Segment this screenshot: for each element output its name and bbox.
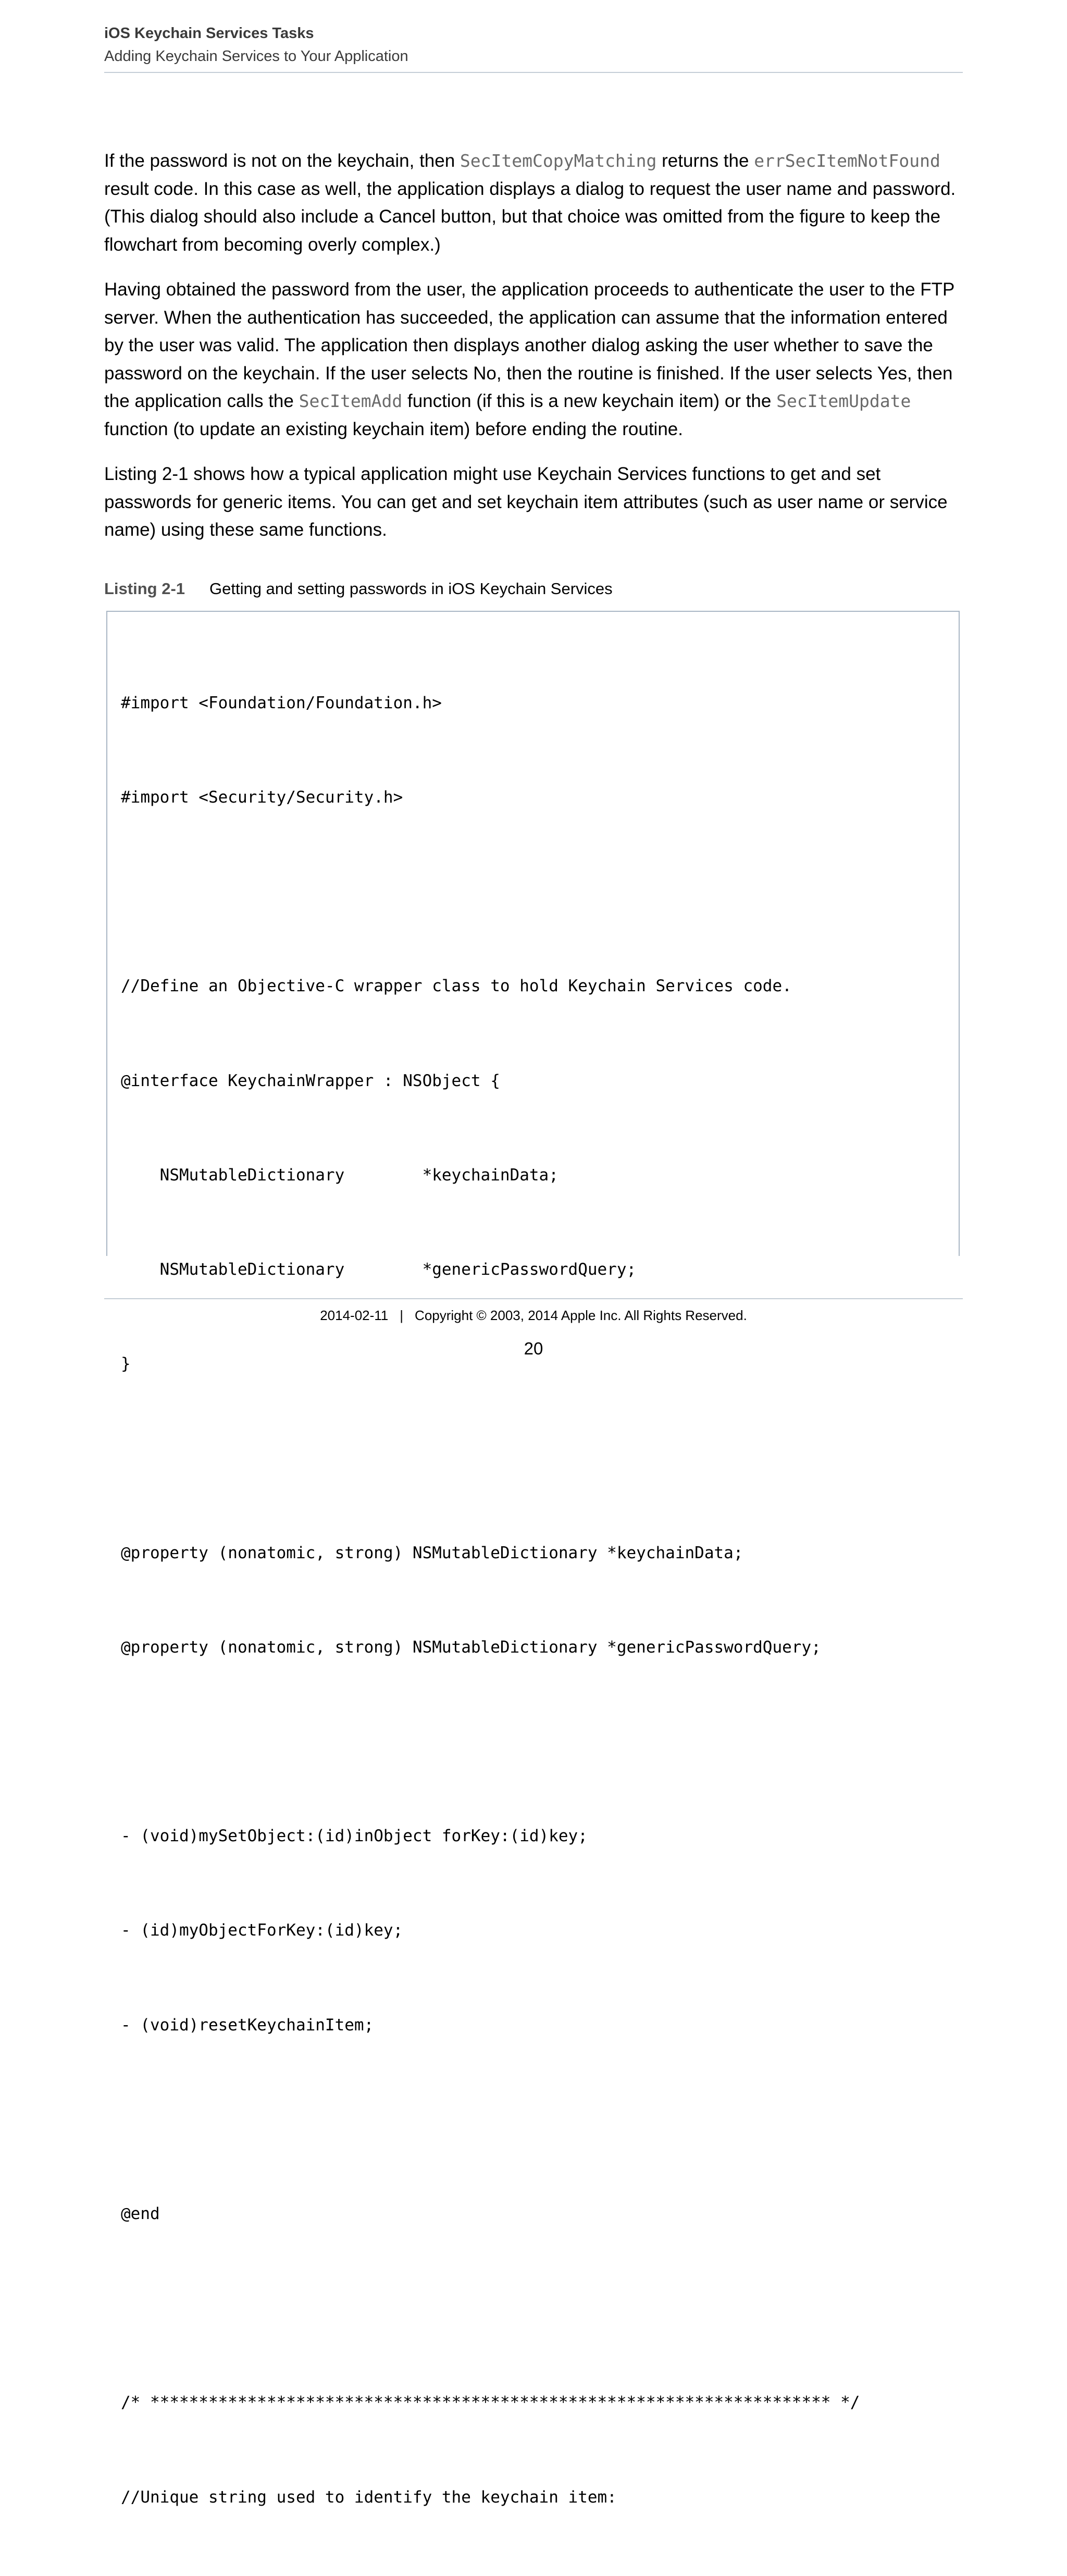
code-line: - (void)mySetObject:(id)inObject forKey:(id)key; <box>121 1827 588 1846</box>
code-line <box>121 2104 860 2135</box>
code-line: @end <box>121 2204 160 2224</box>
text-span: returns the <box>656 151 754 171</box>
footer-divider <box>104 1298 963 1299</box>
text-span: Listing 2-1 shows how a typical application might use Keychain Services functions to get and set passwords for generic items. You can get and set keychain item attributes (such as user name or service name) using these same functions. <box>104 464 948 540</box>
code-line: #import <Foundation/Foundation.h> <box>121 693 442 712</box>
section-title: Adding Keychain Services to Your Application <box>104 48 408 65</box>
listing-label: Listing 2-1 <box>104 580 185 598</box>
paragraph <box>104 460 963 544</box>
code-line: NSMutableDictionary *genericPasswordQuery; <box>121 1260 637 1279</box>
code-line: @property (nonatomic, strong) NSMutableDictionary *genericPasswordQuery; <box>121 1637 821 1657</box>
inline-code: SecItemCopyMatching <box>460 151 657 171</box>
text-span: function (if this is a new keychain item) or the <box>402 391 777 411</box>
chapter-title: iOS Keychain Services Tasks <box>104 25 314 42</box>
code-line <box>121 876 860 907</box>
code-line <box>121 2292 860 2324</box>
body-text <box>104 147 963 561</box>
code-line: /* ********************************************************************** */ <box>121 2393 860 2412</box>
text-span: Having obtained the password from the user, the application proceeds to authenticate the user to the FTP server. When the authentication has succeeded, the application can assume that the information entered by the user was valid. The application then displays another dialog asking the user whether to save the password on the keychain. If the user selects No, then the routine is finished. If the user selects Yes, then the application calls the <box>104 279 954 411</box>
code-line: //Unique string used to identify the keychain item: <box>121 2487 617 2507</box>
code-line: //Define an Objective-C wrapper class to hold Keychain Services code. <box>121 977 792 996</box>
code-line: #import <Security/Security.h> <box>121 788 403 807</box>
footer-date: 2014-02-11 <box>320 1308 389 1323</box>
footer-copyright: Copyright © 2003, 2014 Apple Inc. All Rights Reserved. <box>415 1308 747 1323</box>
inline-code: SecItemAdd <box>299 391 403 411</box>
paragraph <box>104 147 963 258</box>
listing-caption <box>104 577 963 600</box>
inline-code: errSecItemNotFound <box>754 151 940 171</box>
code-line <box>121 1443 860 1474</box>
code-line: @interface KeychainWrapper : NSObject { <box>121 1071 500 1090</box>
code-line: @property (nonatomic, strong) NSMutableDictionary *keychainData; <box>121 1543 743 1562</box>
code-line: - (id)myObjectForKey:(id)key; <box>121 1921 403 1940</box>
paragraph <box>104 276 963 443</box>
page-header <box>104 23 963 67</box>
code-line: - (void)resetKeychainItem; <box>121 2015 374 2035</box>
inline-code: SecItemUpdate <box>776 391 911 411</box>
listing-title: Getting and setting passwords in iOS Keychain Services <box>209 580 613 598</box>
text-span: result code. In this case as well, the application displays a dialog to request the user name and password. (This dialog should also include a Cancel button, but that choice was omitted from the figure to keep the flowchart from becoming overly complex.) <box>104 178 956 255</box>
text-span: If the password is not on the keychain, then <box>104 151 460 171</box>
code-lines <box>121 624 860 2576</box>
page-footer <box>104 1306 963 1325</box>
page-number: 20 <box>524 1339 543 1358</box>
text-span: function (to update an existing keychain item) before ending the routine. <box>104 418 683 439</box>
code-line: } <box>121 1354 131 1374</box>
footer-separator: | <box>400 1308 404 1323</box>
code-line: NSMutableDictionary *keychainData; <box>121 1165 559 1185</box>
code-line <box>121 1726 860 1757</box>
header-divider <box>104 72 963 73</box>
